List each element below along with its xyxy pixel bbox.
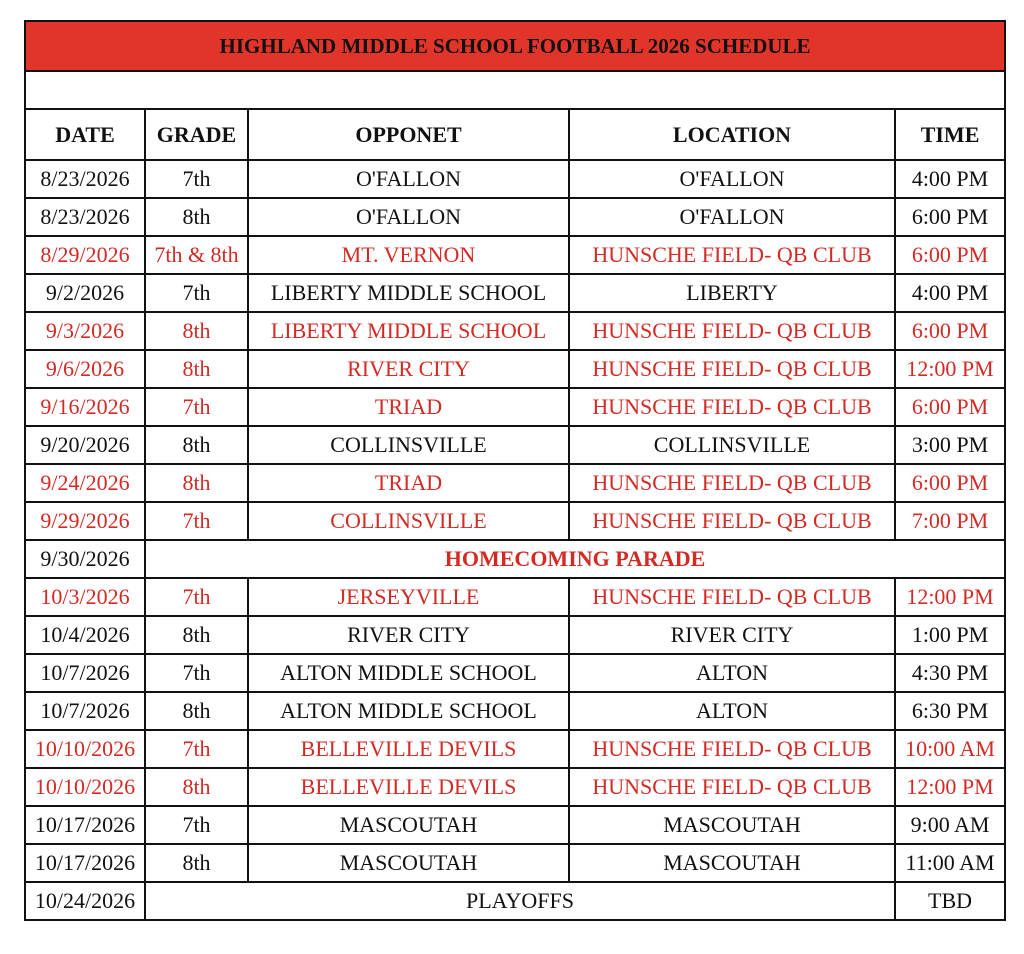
cell-time: 6:00 PM <box>895 198 1005 236</box>
cell-date: 9/6/2026 <box>25 350 145 388</box>
cell-opponent: TRIAD <box>248 464 569 502</box>
cell-opponent: JERSEYVILLE <box>248 578 569 616</box>
cell-location: HUNSCHE FIELD- QB CLUB <box>569 768 895 806</box>
cell-date: 9/29/2026 <box>25 502 145 540</box>
cell-time: 12:00 PM <box>895 578 1005 616</box>
cell-date: 9/20/2026 <box>25 426 145 464</box>
header-opponent: OPPONET <box>248 109 569 160</box>
cell-opponent: COLLINSVILLE <box>248 426 569 464</box>
cell-opponent: COLLINSVILLE <box>248 502 569 540</box>
cell-opponent: MASCOUTAH <box>248 844 569 882</box>
header-location: LOCATION <box>569 109 895 160</box>
cell-location: HUNSCHE FIELD- QB CLUB <box>569 730 895 768</box>
cell-opponent: BELLEVILLE DEVILS <box>248 730 569 768</box>
cell-date: 9/3/2026 <box>25 312 145 350</box>
table-row <box>25 578 1005 616</box>
cell-grade: 7th <box>145 274 248 312</box>
cell-event: HOMECOMING PARADE <box>145 540 1005 578</box>
cell-opponent: BELLEVILLE DEVILS <box>248 768 569 806</box>
cell-grade: 7th <box>145 654 248 692</box>
cell-location: HUNSCHE FIELD- QB CLUB <box>569 350 895 388</box>
table-row <box>25 730 1005 768</box>
cell-time: 9:00 AM <box>895 806 1005 844</box>
cell-location: O'FALLON <box>569 198 895 236</box>
cell-location: LIBERTY <box>569 274 895 312</box>
cell-time: 12:00 PM <box>895 350 1005 388</box>
cell-time: 7:00 PM <box>895 502 1005 540</box>
schedule-sheet <box>24 20 1004 921</box>
table-row <box>25 882 1005 920</box>
schedule-table <box>24 20 1006 921</box>
cell-grade: 8th <box>145 426 248 464</box>
cell-opponent: ALTON MIDDLE SCHOOL <box>248 692 569 730</box>
schedule-body <box>25 160 1005 920</box>
cell-location: ALTON <box>569 654 895 692</box>
cell-grade: 8th <box>145 616 248 654</box>
table-row <box>25 654 1005 692</box>
cell-location: HUNSCHE FIELD- QB CLUB <box>569 388 895 426</box>
cell-grade: 7th <box>145 502 248 540</box>
cell-date: 8/23/2026 <box>25 160 145 198</box>
cell-location: MASCOUTAH <box>569 844 895 882</box>
cell-date: 10/24/2026 <box>25 882 145 920</box>
cell-date: 9/16/2026 <box>25 388 145 426</box>
cell-location: ALTON <box>569 692 895 730</box>
cell-time: 10:00 AM <box>895 730 1005 768</box>
cell-grade: 7th <box>145 730 248 768</box>
cell-location: O'FALLON <box>569 160 895 198</box>
cell-grade: 8th <box>145 312 248 350</box>
cell-time: 11:00 AM <box>895 844 1005 882</box>
cell-grade: 7th <box>145 388 248 426</box>
table-row <box>25 274 1005 312</box>
cell-location: HUNSCHE FIELD- QB CLUB <box>569 502 895 540</box>
cell-time: 6:00 PM <box>895 464 1005 502</box>
header-time: TIME <box>895 109 1005 160</box>
cell-location: HUNSCHE FIELD- QB CLUB <box>569 236 895 274</box>
cell-grade: 8th <box>145 350 248 388</box>
cell-date: 10/4/2026 <box>25 616 145 654</box>
cell-time: 6:00 PM <box>895 236 1005 274</box>
cell-opponent: ALTON MIDDLE SCHOOL <box>248 654 569 692</box>
cell-date: 10/10/2026 <box>25 768 145 806</box>
cell-event: PLAYOFFS <box>145 882 895 920</box>
table-row <box>25 502 1005 540</box>
cell-date: 9/24/2026 <box>25 464 145 502</box>
cell-location: COLLINSVILLE <box>569 426 895 464</box>
cell-grade: 7th <box>145 578 248 616</box>
cell-time: 4:30 PM <box>895 654 1005 692</box>
schedule-title: HIGHLAND MIDDLE SCHOOL FOOTBALL 2026 SCHEDULE <box>25 21 1005 71</box>
cell-grade: 7th <box>145 160 248 198</box>
table-row <box>25 768 1005 806</box>
table-row <box>25 844 1005 882</box>
cell-time: 4:00 PM <box>895 160 1005 198</box>
header-row <box>25 109 1005 160</box>
cell-date: 10/3/2026 <box>25 578 145 616</box>
cell-date: 10/17/2026 <box>25 806 145 844</box>
table-row <box>25 160 1005 198</box>
cell-location: MASCOUTAH <box>569 806 895 844</box>
cell-time: 4:00 PM <box>895 274 1005 312</box>
cell-date: 8/23/2026 <box>25 198 145 236</box>
cell-opponent: MT. VERNON <box>248 236 569 274</box>
table-row <box>25 312 1005 350</box>
cell-date: 9/30/2026 <box>25 540 145 578</box>
cell-opponent: MASCOUTAH <box>248 806 569 844</box>
cell-opponent: RIVER CITY <box>248 616 569 654</box>
cell-opponent: RIVER CITY <box>248 350 569 388</box>
cell-grade: 8th <box>145 844 248 882</box>
table-row <box>25 236 1005 274</box>
table-row <box>25 464 1005 502</box>
cell-date: 10/17/2026 <box>25 844 145 882</box>
cell-opponent: TRIAD <box>248 388 569 426</box>
cell-opponent: O'FALLON <box>248 160 569 198</box>
header-grade: GRADE <box>145 109 248 160</box>
cell-location: HUNSCHE FIELD- QB CLUB <box>569 464 895 502</box>
cell-grade: 8th <box>145 464 248 502</box>
table-row <box>25 426 1005 464</box>
header-date: DATE <box>25 109 145 160</box>
blank-row <box>25 71 1005 109</box>
table-row <box>25 350 1005 388</box>
cell-grade: 7th & 8th <box>145 236 248 274</box>
cell-time: 12:00 PM <box>895 768 1005 806</box>
table-row <box>25 388 1005 426</box>
cell-opponent: O'FALLON <box>248 198 569 236</box>
table-row <box>25 198 1005 236</box>
cell-time: 6:30 PM <box>895 692 1005 730</box>
cell-time: 3:00 PM <box>895 426 1005 464</box>
cell-time: 1:00 PM <box>895 616 1005 654</box>
cell-opponent: LIBERTY MIDDLE SCHOOL <box>248 274 569 312</box>
cell-grade: 8th <box>145 692 248 730</box>
cell-location: HUNSCHE FIELD- QB CLUB <box>569 578 895 616</box>
table-row <box>25 540 1005 578</box>
cell-time: 6:00 PM <box>895 388 1005 426</box>
cell-time: TBD <box>895 882 1005 920</box>
cell-opponent: LIBERTY MIDDLE SCHOOL <box>248 312 569 350</box>
cell-location: RIVER CITY <box>569 616 895 654</box>
table-row <box>25 616 1005 654</box>
table-row <box>25 806 1005 844</box>
cell-grade: 8th <box>145 768 248 806</box>
cell-date: 10/7/2026 <box>25 654 145 692</box>
cell-date: 8/29/2026 <box>25 236 145 274</box>
cell-date: 10/7/2026 <box>25 692 145 730</box>
cell-grade: 7th <box>145 806 248 844</box>
cell-grade: 8th <box>145 198 248 236</box>
table-row <box>25 692 1005 730</box>
cell-location: HUNSCHE FIELD- QB CLUB <box>569 312 895 350</box>
cell-date: 9/2/2026 <box>25 274 145 312</box>
cell-time: 6:00 PM <box>895 312 1005 350</box>
cell-date: 10/10/2026 <box>25 730 145 768</box>
